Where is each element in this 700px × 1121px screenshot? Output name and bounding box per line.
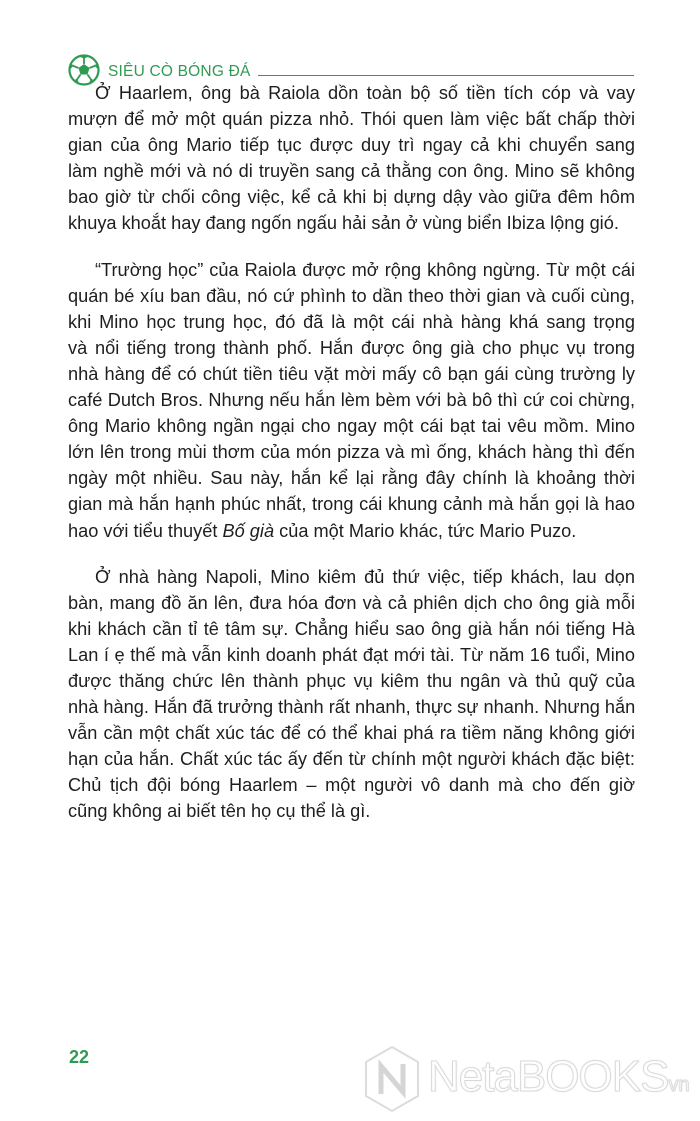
- text-line: “Trường học” của Raiola được mở rộng không ngừng. Từ một cái: [95, 259, 635, 280]
- text-line: cũng không ai biết tên họ cụ thể là gì.: [68, 801, 371, 822]
- text-line: Chủ tịch đội bóng Haarlem – một người vô danh mà cho đến giờ: [68, 775, 635, 796]
- text-line: mượn để mở một quán pizza nhỏ. Thói quen làm việc bất chấp thời: [68, 109, 635, 130]
- text-line: nhà hàng. Hắn đã trưởng thành rất nhanh, thực sự nhanh. Nhưng hắn: [68, 697, 635, 718]
- watermark-logo: [362, 1044, 690, 1114]
- text-line: bàn, mang đồ ăn lên, đưa hóa đơn và cả phiên dịch cho ông già mỗi: [68, 592, 635, 613]
- text-line: bao giờ từ chối công việc, kể cả khi bị dựng dậy vào giữa đêm hôm: [68, 187, 635, 208]
- text-line: và nổi tiếng trong thành phố. Hắn được ông già cho phục vụ trong: [68, 337, 635, 358]
- text-line: ngày một nhiều. Sau này, hắn kể lại rằng đây chính là khoảng thời: [68, 468, 635, 489]
- page-number: 22: [69, 1047, 90, 1067]
- text-line: làm nghề mới và nó di truyền sang cả thằng con ông. Mino sẽ không: [68, 161, 635, 182]
- page-body: [68, 80, 635, 845]
- netabooks-logo-icon: [362, 1044, 422, 1114]
- text-line: được thăng chức lên thành phục vụ kiêm thu ngân và thủ quỹ của: [68, 670, 635, 691]
- paragraph: [68, 257, 635, 544]
- text-line: ông Mario không ngần ngại cho ngay một cái bạt tai vêu mồm. Mino: [68, 416, 635, 437]
- watermark-text: [428, 1052, 690, 1102]
- text-line: hạn của hắn. Chất xúc tác ấy đến từ chính một người khách đặc biệt:: [68, 749, 635, 770]
- text-line: vẫn cần một chất xúc tác để có thể khai phá ra tiềm năng không giới: [68, 723, 635, 744]
- text-line: Lan í ẹ thế mà vẫn kinh doanh phát đạt mới tài. Từ năm 16 tuổi, Mino: [68, 644, 635, 665]
- text-line: Ở Haarlem, ông bà Raiola dồn toàn bộ số tiền tích cóp và vay: [95, 83, 635, 103]
- text-line: khuya khoắt hay đang ngốn ngấu hải sản ở vùng biển Ibiza lộng gió.: [68, 213, 619, 234]
- watermark-suffix: vn: [668, 1074, 690, 1096]
- text-line: quán bé xíu ban đầu, nó cứ phình to dần theo thời gian và cuối cùng,: [68, 285, 635, 306]
- text-line: gian của ông Mario tiếp tục được duy trì ngay cả khi chuyển sang: [68, 135, 635, 156]
- paragraph: [68, 564, 635, 825]
- text-line: nhà hàng để có chút tiền tiêu vặt mời mấy cô bạn gái cùng trường ly: [68, 363, 635, 384]
- text-line: gian mà hắn hạnh phúc nhất, trong cái khung cảnh mà hắn gọi là hao: [68, 494, 635, 515]
- text-segment: hao với tiểu thuyết: [68, 520, 223, 541]
- text-line: [68, 518, 635, 544]
- book-title: SIÊU CÒ BÓNG ĐÁ: [108, 63, 251, 80]
- book-title-italic: Bố già: [222, 520, 275, 541]
- paragraph: [68, 80, 635, 237]
- text-line: lớn lên trong mùi thơm của món pizza và mì ống, khách hàng thì đến: [68, 442, 635, 463]
- text-line: khi khách cần tỉ tê tâm sự. Chẳng hiểu sao ông già hắn nói tiếng Hà: [68, 618, 635, 639]
- text-segment: của một Mario khác, tức Mario Puzo.: [274, 520, 577, 541]
- header-rule: [258, 75, 634, 76]
- text-line: khi Mino học trung học, đó đã là một cái nhà hàng khá sang trọng: [68, 311, 635, 332]
- text-line: Ở nhà hàng Napoli, Mino kiêm đủ thứ việc, tiếp khách, lau dọn: [95, 566, 635, 587]
- text-line: café Dutch Bros. Nhưng nếu hắn lèm bèm với bà bô thì cứ coi chừng,: [68, 390, 635, 411]
- watermark-brand: NetaBOOKS: [428, 1052, 669, 1101]
